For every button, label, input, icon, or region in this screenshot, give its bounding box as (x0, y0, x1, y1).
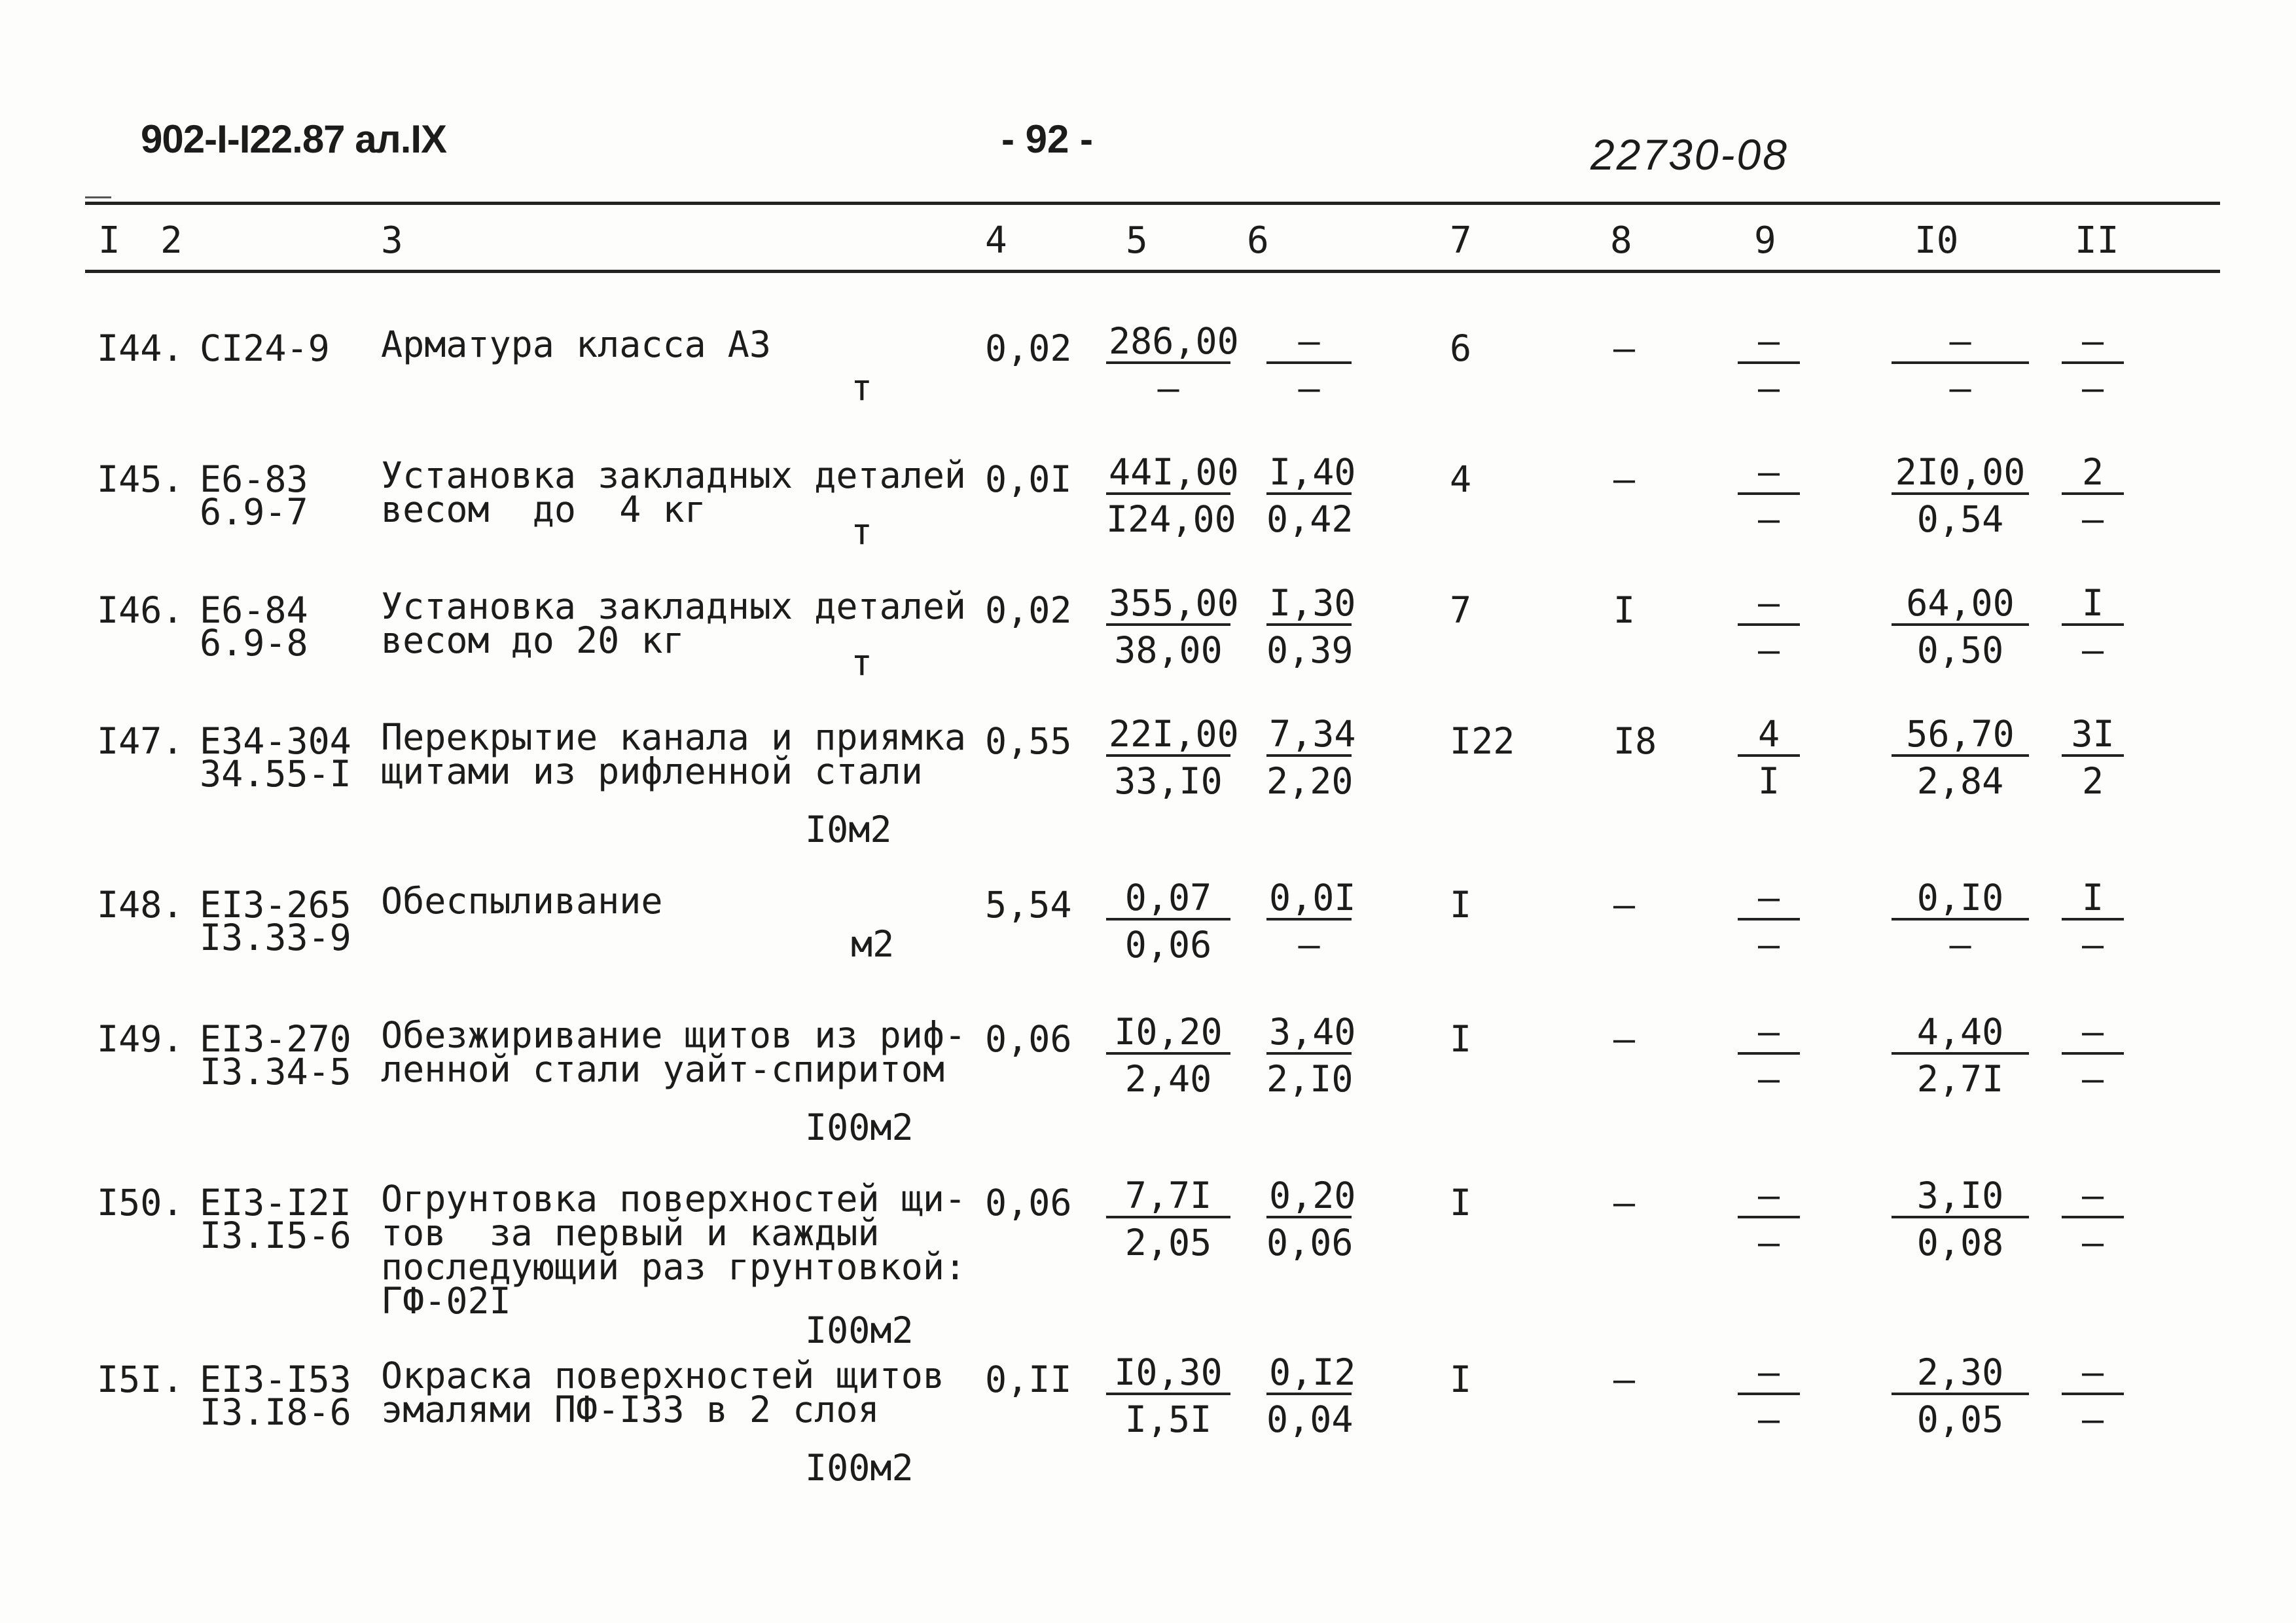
fraction-col10 (1892, 321, 2029, 409)
col10-bottom: 0,05 (1916, 1398, 2004, 1440)
col6-bottom: 0,04 (1266, 1398, 1354, 1440)
col5-top: 355,00 (1106, 583, 1230, 626)
col11-bottom: – (2081, 367, 2104, 409)
row-number: I45. (97, 458, 184, 500)
unit-of-measure: I00м2 (805, 1447, 914, 1489)
unit-of-measure: т (851, 367, 873, 409)
col8-value: – (1613, 1359, 1636, 1400)
document-code: 902-I-I22.87 ал.IX (141, 117, 447, 161)
col11-bottom: – (2081, 1058, 2104, 1100)
col5-bottom: 0,06 (1124, 924, 1212, 966)
fraction-col9 (1738, 583, 1800, 670)
work-description: Установка закладных деталей весом до 20 кг (381, 585, 967, 661)
col11-bottom: – (2081, 924, 2104, 966)
cost-fraction-col5 (1106, 1012, 1230, 1099)
col6-bottom: – (1298, 367, 1320, 409)
col6-bottom: 0,39 (1266, 629, 1354, 671)
fraction-col10 (1892, 1352, 2029, 1440)
col5-bottom: I,5I (1124, 1398, 1212, 1440)
fraction-col11 (2062, 714, 2124, 801)
table-row (0, 451, 2296, 596)
norm-subcode: I3.34-5 (200, 1051, 351, 1093)
column-header: 7 (1450, 219, 1472, 262)
col7-value: I (1450, 1182, 1472, 1224)
col11-bottom: – (2081, 498, 2104, 540)
cost-fraction-col6 (1266, 582, 1356, 671)
col10-top: 64,00 (1892, 583, 2029, 626)
col10-top: 2I0,00 (1892, 452, 2029, 495)
fraction-col10 (1892, 1175, 2029, 1263)
row-number: I44. (97, 327, 184, 369)
col8-value: I (1613, 589, 1636, 631)
norm-code: Е34-304 (200, 720, 351, 762)
norm-code: ЕI3-265 (200, 884, 351, 926)
col10-top: 3,I0 (1892, 1175, 2029, 1218)
unit-of-measure: т (851, 642, 873, 684)
fraction-col9 (1738, 452, 1800, 539)
col10-top: – (1892, 321, 2029, 364)
col9-bottom: – (1757, 367, 1780, 409)
col6-top: 0,20 (1266, 1175, 1352, 1218)
col8-value: – (1613, 1182, 1636, 1224)
row-number: I49. (97, 1018, 184, 1060)
cost-fraction-col6 (1266, 1175, 1356, 1264)
work-description: Огрунтовка поверхностей щи- тов за первый и каждый последующий раз грунтовкой: ГФ-02I (381, 1178, 967, 1322)
col5-top: 286,00 (1106, 321, 1230, 364)
col7-value: I (1450, 1359, 1472, 1400)
quantity: 0,06 (985, 1182, 1072, 1224)
column-header: 2 (160, 219, 183, 262)
quantity: 0,02 (985, 327, 1072, 369)
quantity: 0,0I (985, 458, 1072, 500)
unit-of-measure: т (851, 511, 873, 553)
column-header: 9 (1754, 219, 1776, 262)
cost-fraction-col6 (1266, 713, 1356, 802)
cost-fraction-col5 (1106, 877, 1230, 965)
col6-top: 0,I2 (1266, 1352, 1352, 1395)
fraction-col11 (2062, 321, 2124, 409)
col10-top: 0,I0 (1892, 877, 2029, 921)
col5-top: I0,30 (1106, 1352, 1230, 1395)
column-header: 5 (1126, 219, 1148, 262)
col7-value: 6 (1450, 327, 1472, 369)
col10-bottom: 2,84 (1916, 760, 2004, 802)
quantity: 0,06 (985, 1018, 1072, 1060)
quantity: 0,II (985, 1359, 1072, 1400)
row-number: I48. (97, 884, 184, 926)
norm-subcode: I3.33-9 (200, 917, 351, 958)
column-header: 8 (1610, 219, 1632, 262)
col8-value: – (1613, 884, 1636, 926)
cost-fraction-col6 (1266, 1011, 1356, 1100)
col5-top: 22I,00 (1106, 714, 1230, 757)
table-row (0, 713, 2296, 858)
col8-value: – (1613, 327, 1636, 369)
table-row (0, 1351, 2296, 1496)
row-number: I46. (97, 589, 184, 631)
cost-fraction-col5 (1106, 1352, 1230, 1440)
cost-fraction-col5 (1106, 1175, 1230, 1263)
table-row (0, 1011, 2296, 1156)
norm-subcode: 6.9-8 (200, 622, 308, 664)
col11-bottom: – (2081, 1398, 2104, 1440)
fraction-col11 (2062, 452, 2124, 539)
col9-top: – (1738, 1012, 1800, 1055)
row-number: I50. (97, 1182, 184, 1224)
corner-tick (85, 196, 111, 198)
col11-top: – (2062, 321, 2124, 364)
col7-value: I (1450, 1018, 1472, 1060)
fraction-col11 (2062, 1352, 2124, 1440)
fraction-col9 (1738, 321, 1800, 409)
col6-bottom: 0,06 (1266, 1222, 1354, 1264)
fraction-col9 (1738, 1352, 1800, 1440)
cost-fraction-col6 (1266, 451, 1356, 540)
col8-value: I8 (1613, 720, 1657, 762)
col10-bottom: 0,08 (1916, 1222, 2004, 1264)
cost-fraction-col5 (1106, 320, 1239, 409)
col10-bottom: – (1949, 924, 1971, 966)
norm-subcode: I3.I5-6 (200, 1214, 351, 1256)
col11-top: – (2062, 1352, 2124, 1395)
col11-top: 3I (2062, 714, 2124, 757)
unit-of-measure: м2 (851, 923, 895, 965)
cost-fraction-col5 (1106, 451, 1239, 540)
col6-top: I,40 (1266, 452, 1352, 495)
col6-top: 0,0I (1266, 877, 1352, 921)
column-header: I0 (1914, 219, 1959, 262)
fraction-col10 (1892, 877, 2029, 965)
col9-top: – (1738, 1352, 1800, 1395)
col9-bottom: – (1757, 498, 1780, 540)
cost-fraction-col5 (1106, 582, 1239, 671)
norm-code: ЕI3-I53 (200, 1359, 351, 1400)
col6-top: I,30 (1266, 583, 1352, 626)
col6-top: 7,34 (1266, 714, 1352, 757)
fraction-col9 (1738, 877, 1800, 965)
col10-top: 4,40 (1892, 1012, 2029, 1055)
column-header: 6 (1247, 219, 1269, 262)
col5-bottom: 33,I0 (1114, 760, 1223, 802)
col5-bottom: I24,00 (1106, 498, 1236, 540)
fraction-col9 (1738, 1175, 1800, 1263)
col11-bottom: – (2081, 1222, 2104, 1264)
col11-top: 2 (2062, 452, 2124, 495)
col6-top: 3,40 (1266, 1012, 1352, 1055)
fraction-col11 (2062, 1012, 2124, 1099)
fraction-col11 (2062, 583, 2124, 670)
quantity: 0,02 (985, 589, 1072, 631)
work-description: Окраска поверхностей щитов эмалями ПФ-I33 в 2 слоя (381, 1355, 944, 1431)
col9-top: – (1738, 877, 1800, 921)
col6-top: – (1266, 321, 1352, 364)
col7-value: 4 (1450, 458, 1472, 500)
col5-top: I0,20 (1106, 1012, 1230, 1055)
col11-top: – (2062, 1012, 2124, 1055)
work-description: Установка закладных деталей весом до 4 кг (381, 454, 967, 530)
col11-bottom: 2 (2081, 760, 2104, 802)
col9-top: – (1738, 583, 1800, 626)
fraction-col11 (2062, 1175, 2124, 1263)
norm-code: Е6-83 (200, 458, 308, 500)
col9-top: 4 (1738, 714, 1800, 757)
column-header-row (0, 219, 2296, 265)
col5-top: 0,07 (1106, 877, 1230, 921)
col7-value: 7 (1450, 589, 1472, 631)
col9-bottom: – (1757, 1058, 1780, 1100)
col7-value: I22 (1450, 720, 1515, 762)
col10-bottom: 2,7I (1916, 1058, 2004, 1100)
norm-code: ЕI3-270 (200, 1018, 351, 1060)
row-number: I47. (97, 720, 184, 762)
col11-top: – (2062, 1175, 2124, 1218)
col10-bottom: 0,50 (1916, 629, 2004, 671)
work-description: Обеспыливание (381, 880, 663, 922)
col9-bottom: I (1757, 760, 1780, 802)
col6-bottom: – (1298, 924, 1320, 966)
col5-bottom: – (1157, 367, 1179, 409)
col5-bottom: 2,05 (1124, 1222, 1212, 1264)
col11-bottom: – (2081, 629, 2104, 671)
fraction-col11 (2062, 877, 2124, 965)
col7-value: I (1450, 884, 1472, 926)
col9-bottom: – (1757, 924, 1780, 966)
column-header: II (2075, 219, 2119, 262)
cost-fraction-col6 (1266, 877, 1356, 966)
fraction-col9 (1738, 1012, 1800, 1099)
quantity: 5,54 (985, 884, 1072, 926)
row-number: I5I. (97, 1359, 184, 1400)
col5-bottom: 2,40 (1124, 1058, 1212, 1100)
table-row (0, 1175, 2296, 1351)
col10-top: 56,70 (1892, 714, 2029, 757)
work-description: Обезжиривание щитов из риф- ленной стали уайт-спиритом (381, 1014, 967, 1090)
col8-value: – (1613, 1018, 1636, 1060)
fraction-col10 (1892, 714, 2029, 801)
unit-of-measure: I00м2 (805, 1309, 914, 1351)
col9-bottom: – (1757, 629, 1780, 671)
col5-top: 7,7I (1106, 1175, 1230, 1218)
norm-subcode: I3.I8-6 (200, 1391, 351, 1433)
col9-bottom: – (1757, 1398, 1780, 1440)
fraction-col9 (1738, 714, 1800, 801)
fraction-col10 (1892, 452, 2029, 539)
col8-value: – (1613, 458, 1636, 500)
document-number: 22730-08 (1590, 130, 1789, 179)
col9-top: – (1738, 321, 1800, 364)
col6-bottom: 2,20 (1266, 760, 1354, 802)
work-description: Перекрытие канала и приямка щитами из рифленной стали (381, 716, 967, 792)
norm-code: CI24-9 (200, 327, 330, 369)
col9-top: – (1738, 1175, 1800, 1218)
norm-subcode: 6.9-7 (200, 491, 308, 533)
cost-fraction-col6 (1266, 321, 1352, 409)
col11-top: I (2062, 583, 2124, 626)
quantity: 0,55 (985, 720, 1072, 762)
col5-top: 44I,00 (1106, 452, 1230, 495)
col5-bottom: 38,00 (1114, 629, 1223, 671)
col9-top: – (1738, 452, 1800, 495)
column-header: 3 (381, 219, 403, 262)
norm-code: Е6-84 (200, 589, 308, 631)
col10-bottom: 0,54 (1916, 498, 2004, 540)
col10-bottom: – (1949, 367, 1971, 409)
table-row (0, 877, 2296, 1021)
column-header: I (98, 219, 120, 262)
table-top-rule (85, 202, 2220, 205)
cost-fraction-col5 (1106, 713, 1239, 802)
work-description: Арматура класса А3 (381, 323, 772, 365)
unit-of-measure: I0м2 (805, 809, 892, 850)
cost-fraction-col6 (1266, 1351, 1356, 1440)
norm-code: ЕI3-I2I (200, 1182, 351, 1224)
fraction-col10 (1892, 1012, 2029, 1099)
col11-top: I (2062, 877, 2124, 921)
col6-bottom: 2,I0 (1266, 1058, 1354, 1100)
unit-of-measure: I00м2 (805, 1106, 914, 1148)
col9-bottom: – (1757, 1222, 1780, 1264)
col6-bottom: 0,42 (1266, 498, 1354, 540)
table-header-rule (85, 270, 2220, 273)
fraction-col10 (1892, 583, 2029, 670)
table-row (0, 320, 2296, 465)
norm-subcode: 34.55-I (200, 753, 351, 795)
col10-top: 2,30 (1892, 1352, 2029, 1395)
table-row (0, 582, 2296, 727)
page-number: - 92 - (1001, 117, 1094, 161)
column-header: 4 (985, 219, 1007, 262)
